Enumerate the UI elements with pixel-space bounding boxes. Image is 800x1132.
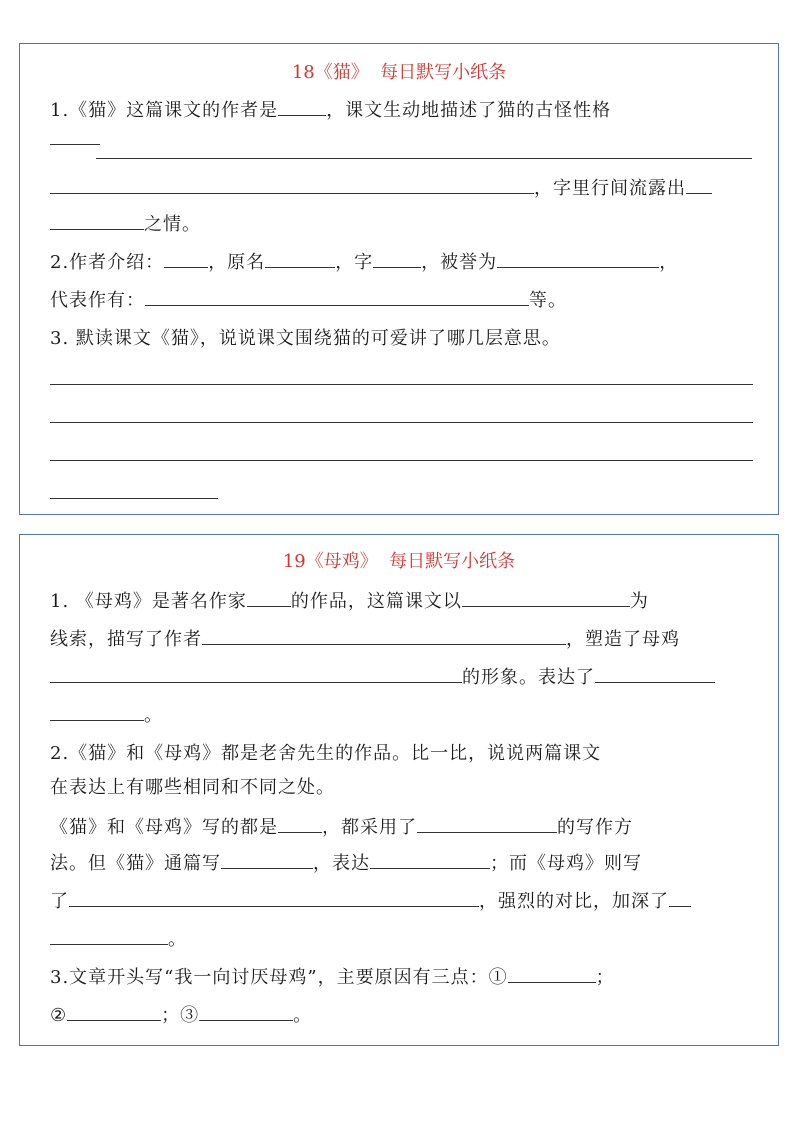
answer-blank[interactable] [595, 666, 715, 683]
question-3: 3. 默读课文《猫》，说说课文围绕猫的可爱讲了哪几层意思。 [50, 328, 561, 349]
question-text: ，课文生动地描述了猫的古怪性格 [326, 100, 612, 121]
question-1-line-3 [50, 663, 715, 689]
answer-blank[interactable] [50, 704, 144, 721]
answer-line[interactable] [96, 158, 752, 159]
question-1-line-1 [50, 96, 611, 122]
answer-blank[interactable] [145, 289, 529, 306]
question-1-line-2 [50, 625, 680, 651]
answer-blank[interactable] [50, 666, 462, 683]
question-3-line-2 [50, 1001, 312, 1027]
question-text: ；③ [161, 1005, 200, 1026]
question-text: 。 [168, 929, 187, 950]
question-2-line-3 [50, 813, 633, 839]
question-2-line-6 [50, 925, 187, 951]
answer-blank[interactable] [164, 251, 208, 268]
question-2-line-2 [50, 286, 567, 312]
question-2-line-2: 在表达上有哪些相同和不同之处。 [50, 777, 335, 798]
answer-blank[interactable] [686, 177, 712, 194]
question-text: ，被誉为 [421, 252, 498, 273]
question-1-line-3 [50, 210, 201, 236]
question-2-line-4 [50, 849, 642, 875]
question-text: ，字里行间流露出 [534, 178, 686, 199]
question-2-line-1: 2.《猫》和《母鸡》都是老舍先生的作品。比一比，说说两篇课文 [50, 743, 602, 764]
answer-blank[interactable] [50, 144, 100, 145]
question-text: ，字 [335, 252, 374, 273]
question-text: ；而《母鸡》则写 [490, 853, 642, 874]
question-text: ② [50, 1005, 68, 1026]
answer-line[interactable] [50, 384, 753, 385]
question-text: 1.《猫》这篇课文的作者是 [50, 100, 279, 121]
answer-line[interactable] [50, 498, 218, 499]
question-text: 之情。 [144, 214, 201, 235]
answer-blank[interactable] [67, 1004, 161, 1021]
answer-blank[interactable] [247, 590, 291, 607]
question-text: 的形象。表达了 [462, 667, 595, 688]
answer-blank[interactable] [50, 177, 534, 194]
answer-blank[interactable] [278, 99, 326, 116]
question-text: 。 [144, 705, 163, 726]
question-text: ，原名 [208, 252, 266, 273]
question-text: ，都采用了 [322, 817, 417, 838]
question-text: 了 [50, 891, 69, 912]
card-title: 18《猫》 每日默写小纸条 [291, 62, 507, 83]
answer-blank[interactable] [202, 628, 566, 645]
question-text: 的作品，这篇课文以 [290, 591, 462, 612]
answer-blank[interactable] [373, 251, 421, 268]
question-text: 《猫》和《母鸡》写的都是 [50, 817, 278, 838]
question-2-line-1 [50, 248, 678, 274]
question-text: 的写作方 [557, 817, 633, 838]
question-text: ，塑造了母鸡 [566, 629, 680, 650]
question-text: ，表达 [313, 853, 370, 874]
answer-blank[interactable] [221, 852, 313, 869]
answer-line[interactable] [50, 422, 753, 423]
question-text: ，强烈的对比，加深了 [479, 891, 669, 912]
answer-blank[interactable] [462, 590, 630, 607]
question-1-line-1 [50, 587, 649, 613]
question-text: 等。 [529, 290, 567, 311]
answer-blank[interactable] [508, 966, 596, 983]
question-text: 为 [629, 591, 649, 612]
question-text: ， [659, 252, 679, 273]
question-text: ； [595, 967, 615, 988]
card-title: 19《母鸡》 每日默写小纸条 [282, 551, 516, 572]
question-text: 1. 《母鸡》是著名作家 [50, 591, 247, 612]
question-1-line-2 [50, 174, 712, 200]
answer-blank[interactable] [278, 816, 322, 833]
answer-blank[interactable] [417, 816, 557, 833]
question-text: 线索，描写了作者 [50, 629, 202, 650]
question-text: 代表作有： [50, 290, 145, 311]
answer-blank[interactable] [370, 852, 490, 869]
answer-blank[interactable] [69, 890, 479, 907]
question-text: 。 [293, 1005, 313, 1026]
answer-line[interactable] [50, 460, 753, 461]
question-text: 法。但《猫》通篇写 [50, 853, 221, 874]
answer-blank[interactable] [497, 251, 659, 268]
answer-blank[interactable] [50, 213, 144, 230]
question-3-line-1 [50, 963, 615, 989]
dictation-card-19 [19, 534, 779, 1046]
question-text: 3.文章开头写“我一向讨厌母鸡”，主要原因有三点：① [50, 967, 508, 988]
question-text: 2.作者介绍： [50, 252, 165, 273]
answer-blank[interactable] [199, 1004, 293, 1021]
answer-blank[interactable] [265, 251, 335, 268]
answer-blank[interactable] [50, 928, 168, 945]
dictation-card-18 [19, 43, 779, 515]
answer-blank[interactable] [669, 890, 691, 907]
question-2-line-5 [50, 887, 691, 913]
question-1-line-4 [50, 701, 163, 727]
